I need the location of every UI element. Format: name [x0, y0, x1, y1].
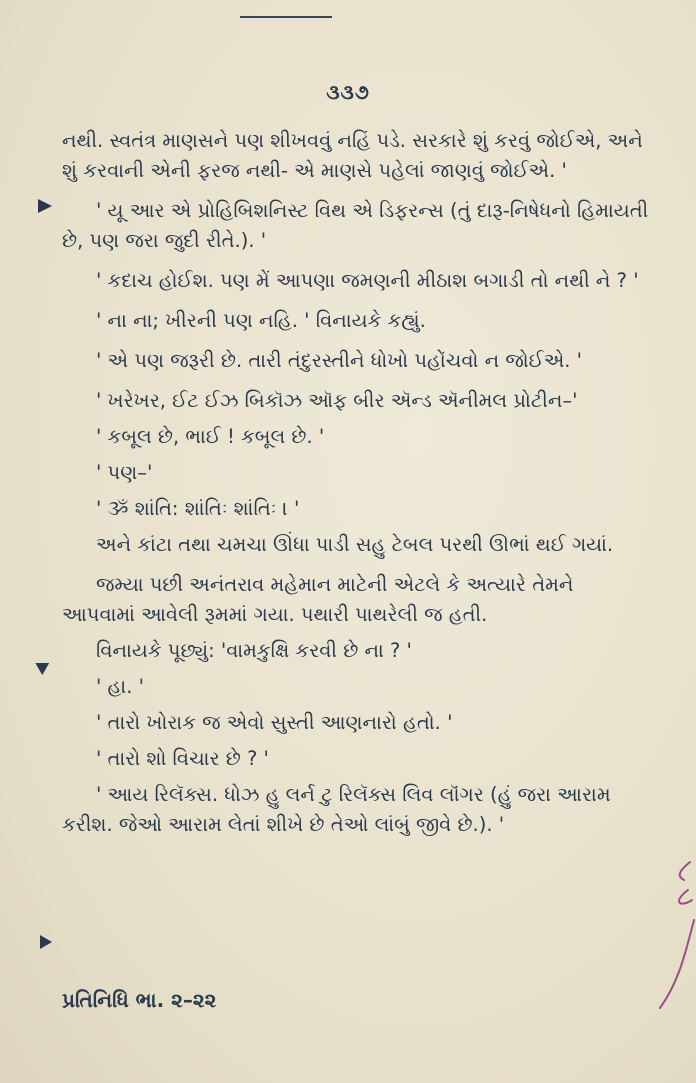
- margin-arrow-icon: [40, 935, 52, 949]
- body-text: [62, 126, 650, 850]
- paragraph-13: ' હા. ': [96, 675, 144, 698]
- paragraph-6: ' ખરેખર, ઈટ ઈઝ બિકૉઝ ઑફ બીર ઍન્ડ ઍનીમલ પ્રોટીન–': [96, 389, 578, 412]
- paragraph-14: ' તારો ખોરાક જ એવો સુસ્તી આણનારો હતો. ': [96, 711, 453, 734]
- paragraph-3: ' કદાચ હોઈશ. પણ મેં આપણા જમણની મીઠાશ બગાડી તો નથી ને ? ': [96, 269, 639, 292]
- paragraph-4: ' ના ના; ખીરની પણ નહિ. ' વિનાયકે કહ્યું.: [96, 309, 426, 332]
- top-rule: [240, 16, 332, 18]
- paragraph-7: ' કબૂલ છે, ભાઈ ! કબૂલ છે. ': [96, 425, 325, 448]
- paragraph-12: વિનાયકે પૂછ્યું: 'વામકુક્ષિ કરવી છે ના ? ': [96, 639, 412, 662]
- pencil-scribble-icon: [650, 860, 696, 1010]
- paragraph-8: ' પણ–': [96, 461, 153, 484]
- paragraph-10: અને કાંટા તથા ચમચા ઊંધા પાડી સહુ ટેબલ પરથી ઊભાં થઈ ગયાં.: [96, 533, 614, 556]
- paragraph-11: જમ્યા પછી અનંતરાવ મહેમાન માટેની એટલે કે અત્યારે તેમને આપવામાં આવેલી રૂમમાં ગયા. પથારી પાથરેલી જ હતી.: [62, 573, 574, 626]
- paragraph-5: ' એ પણ જરૂરી છે. તારી તંદુરસ્તીને ધોખો પહોંચવો ન જોઈએ. ': [96, 349, 583, 372]
- page-number: ૩૩૭: [326, 80, 370, 104]
- paragraph-15: ' તારો શો વિચાર છે ? ': [96, 747, 269, 770]
- paragraph-2: ' યૂ આર એ પ્રોહિબિશનિસ્ટ વિથ એ ડિફરન્સ (તું દારૂ-નિષેધનો હિમાયતી છે, પણ જરા જુદી રીતે.). ': [62, 199, 649, 252]
- paragraph-9: ' ૐ શાંતિ: શાંતિઃ શાંતિઃ । ': [96, 497, 300, 520]
- margin-arrow-icon: [38, 199, 52, 213]
- paragraph-1: નથી. સ્વતંત્ર માણસને પણ શીખવવું નહિં પડે. સરકારે શું કરવું જોઈએ, અને શું કરવાની એની ફરજ નથી- એ માણસે પહેલાં જાણવું જોઈએ. ': [62, 129, 643, 182]
- footer-signature: પ્રતિનિધિ ભા. ૨–૨૨: [62, 988, 217, 1012]
- margin-arrow-icon: [35, 657, 52, 675]
- paragraph-16: ' આય રિલૅક્સ. ધોઝ હુ લર્ન ટુ રિલૅક્સ લિવ લૉંગર (હું જરા આરામ કરીશ. જેઓ આરામ લેતાં શીખે છે તેઓ લાંબું જીવે છે.). ': [62, 783, 611, 836]
